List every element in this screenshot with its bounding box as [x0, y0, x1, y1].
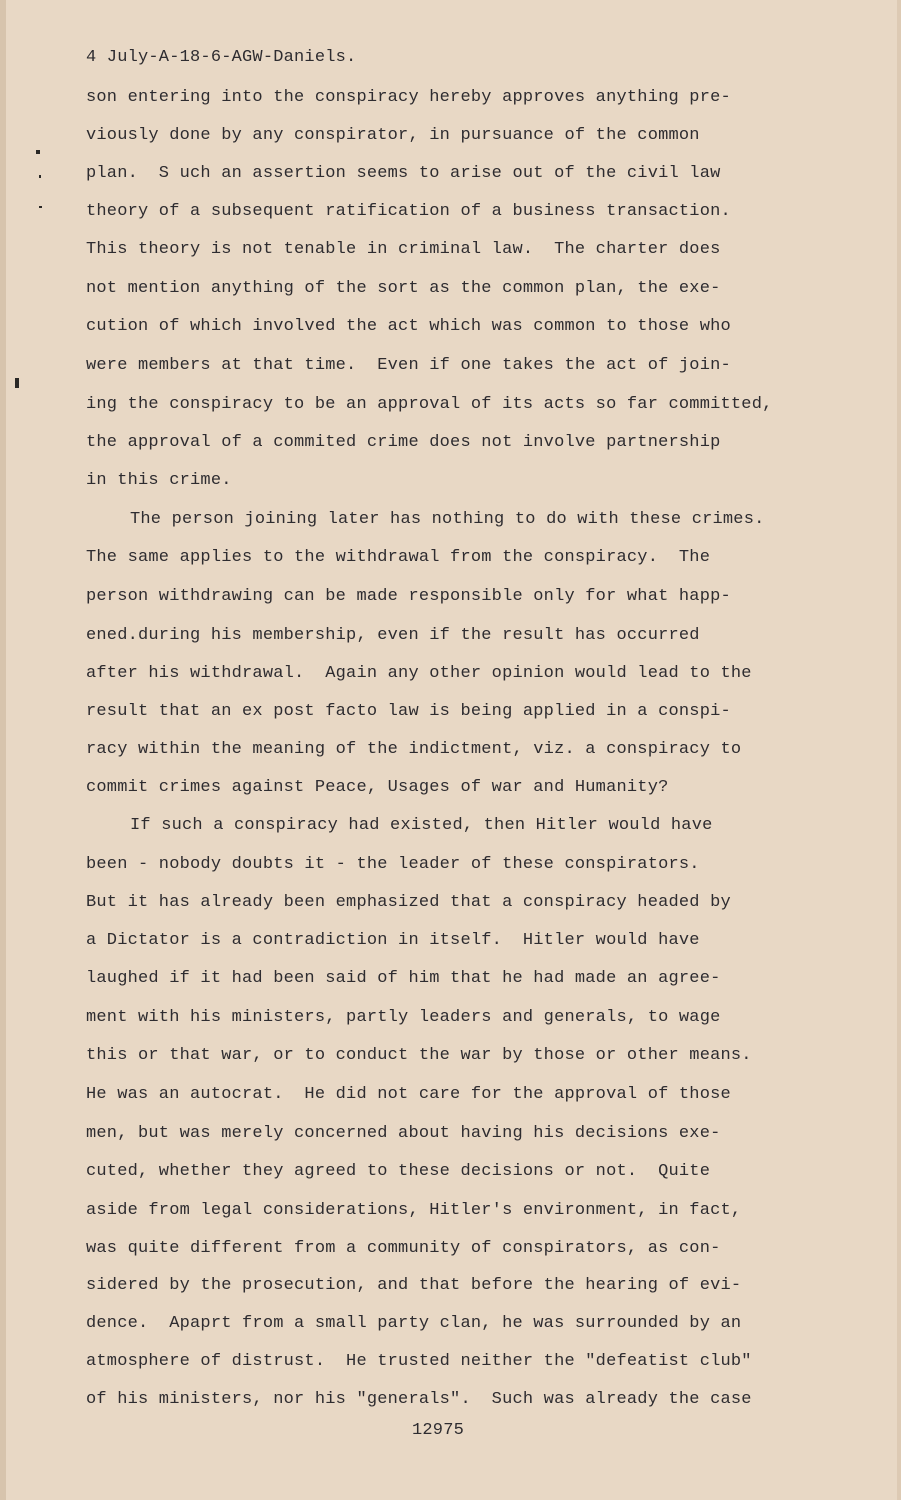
page-number: 12975 [412, 1421, 465, 1440]
text-line: ened.during his membership, even if the result has occurred [86, 626, 700, 645]
text-line: viously done by any conspirator, in pursuance of the common [86, 126, 700, 145]
text-line: after his withdrawal. Again any other opinion would lead to the [86, 664, 752, 683]
text-line: cuted, whether they agreed to these decisions or not. Quite [86, 1162, 711, 1181]
text-line: But it has already been emphasized that a conspiracy headed by [86, 893, 731, 912]
margin-mark [15, 378, 19, 388]
text-line: laughed if it had been said of him that he had made an agree- [86, 969, 721, 988]
text-line: The person joining later has nothing to do with these crimes. [130, 510, 765, 529]
text-line: dence. Apaprt from a small party clan, he was surrounded by an [86, 1314, 742, 1333]
text-line: ing the conspiracy to be an approval of its acts so far committed, [86, 395, 773, 414]
text-line: The same applies to the withdrawal from the conspiracy. The [86, 548, 711, 567]
text-line: person withdrawing can be made responsible only for what happ- [86, 587, 731, 606]
text-line: theory of a subsequent ratification of a business transaction. [86, 202, 731, 221]
text-line: atmosphere of distrust. He trusted neither the "defeatist club" [86, 1352, 752, 1371]
text-line: son entering into the conspiracy hereby approves anything pre- [86, 88, 731, 107]
text-line: a Dictator is a contradiction in itself. Hitler would have [86, 931, 700, 950]
text-line: racy within the meaning of the indictment, viz. a conspiracy to [86, 740, 742, 759]
text-line: sidered by the prosecution, and that before the hearing of evi- [86, 1276, 742, 1295]
margin-mark [39, 206, 42, 208]
text-line: not mention anything of the sort as the common plan, the exe- [86, 279, 721, 298]
text-line: aside from legal considerations, Hitler's environment, in fact, [86, 1201, 742, 1220]
margin-mark [39, 175, 41, 178]
text-line: been - nobody doubts it - the leader of these conspirators. [86, 855, 700, 874]
text-line: This theory is not tenable in criminal law. The charter does [86, 240, 721, 259]
text-line: He was an autocrat. He did not care for the approval of those [86, 1085, 731, 1104]
text-line: was quite different from a community of conspirators, as con- [86, 1239, 721, 1258]
text-line: result that an ex post facto law is being applied in a conspi- [86, 702, 731, 721]
text-line: cution of which involved the act which was common to those who [86, 317, 731, 336]
text-line: of his ministers, nor his "generals". Such was already the case [86, 1390, 752, 1409]
text-line: If such a conspiracy had existed, then Hitler would have [130, 816, 713, 835]
text-line: ment with his ministers, partly leaders and generals, to wage [86, 1008, 721, 1027]
text-line: in this crime. [86, 471, 232, 490]
text-line: the approval of a commited crime does not involve partnership [86, 433, 721, 452]
text-line: plan. S uch an assertion seems to arise out of the civil law [86, 164, 721, 183]
margin-mark [36, 150, 40, 154]
text-line: this or that war, or to conduct the war by those or other means. [86, 1046, 752, 1065]
text-line: commit crimes against Peace, Usages of war and Humanity? [86, 778, 669, 797]
text-line: were members at that time. Even if one takes the act of join- [86, 356, 731, 375]
document-header: 4 July-A-18-6-AGW-Daniels. [86, 48, 357, 67]
text-line: men, but was merely concerned about having his decisions exe- [86, 1124, 721, 1143]
